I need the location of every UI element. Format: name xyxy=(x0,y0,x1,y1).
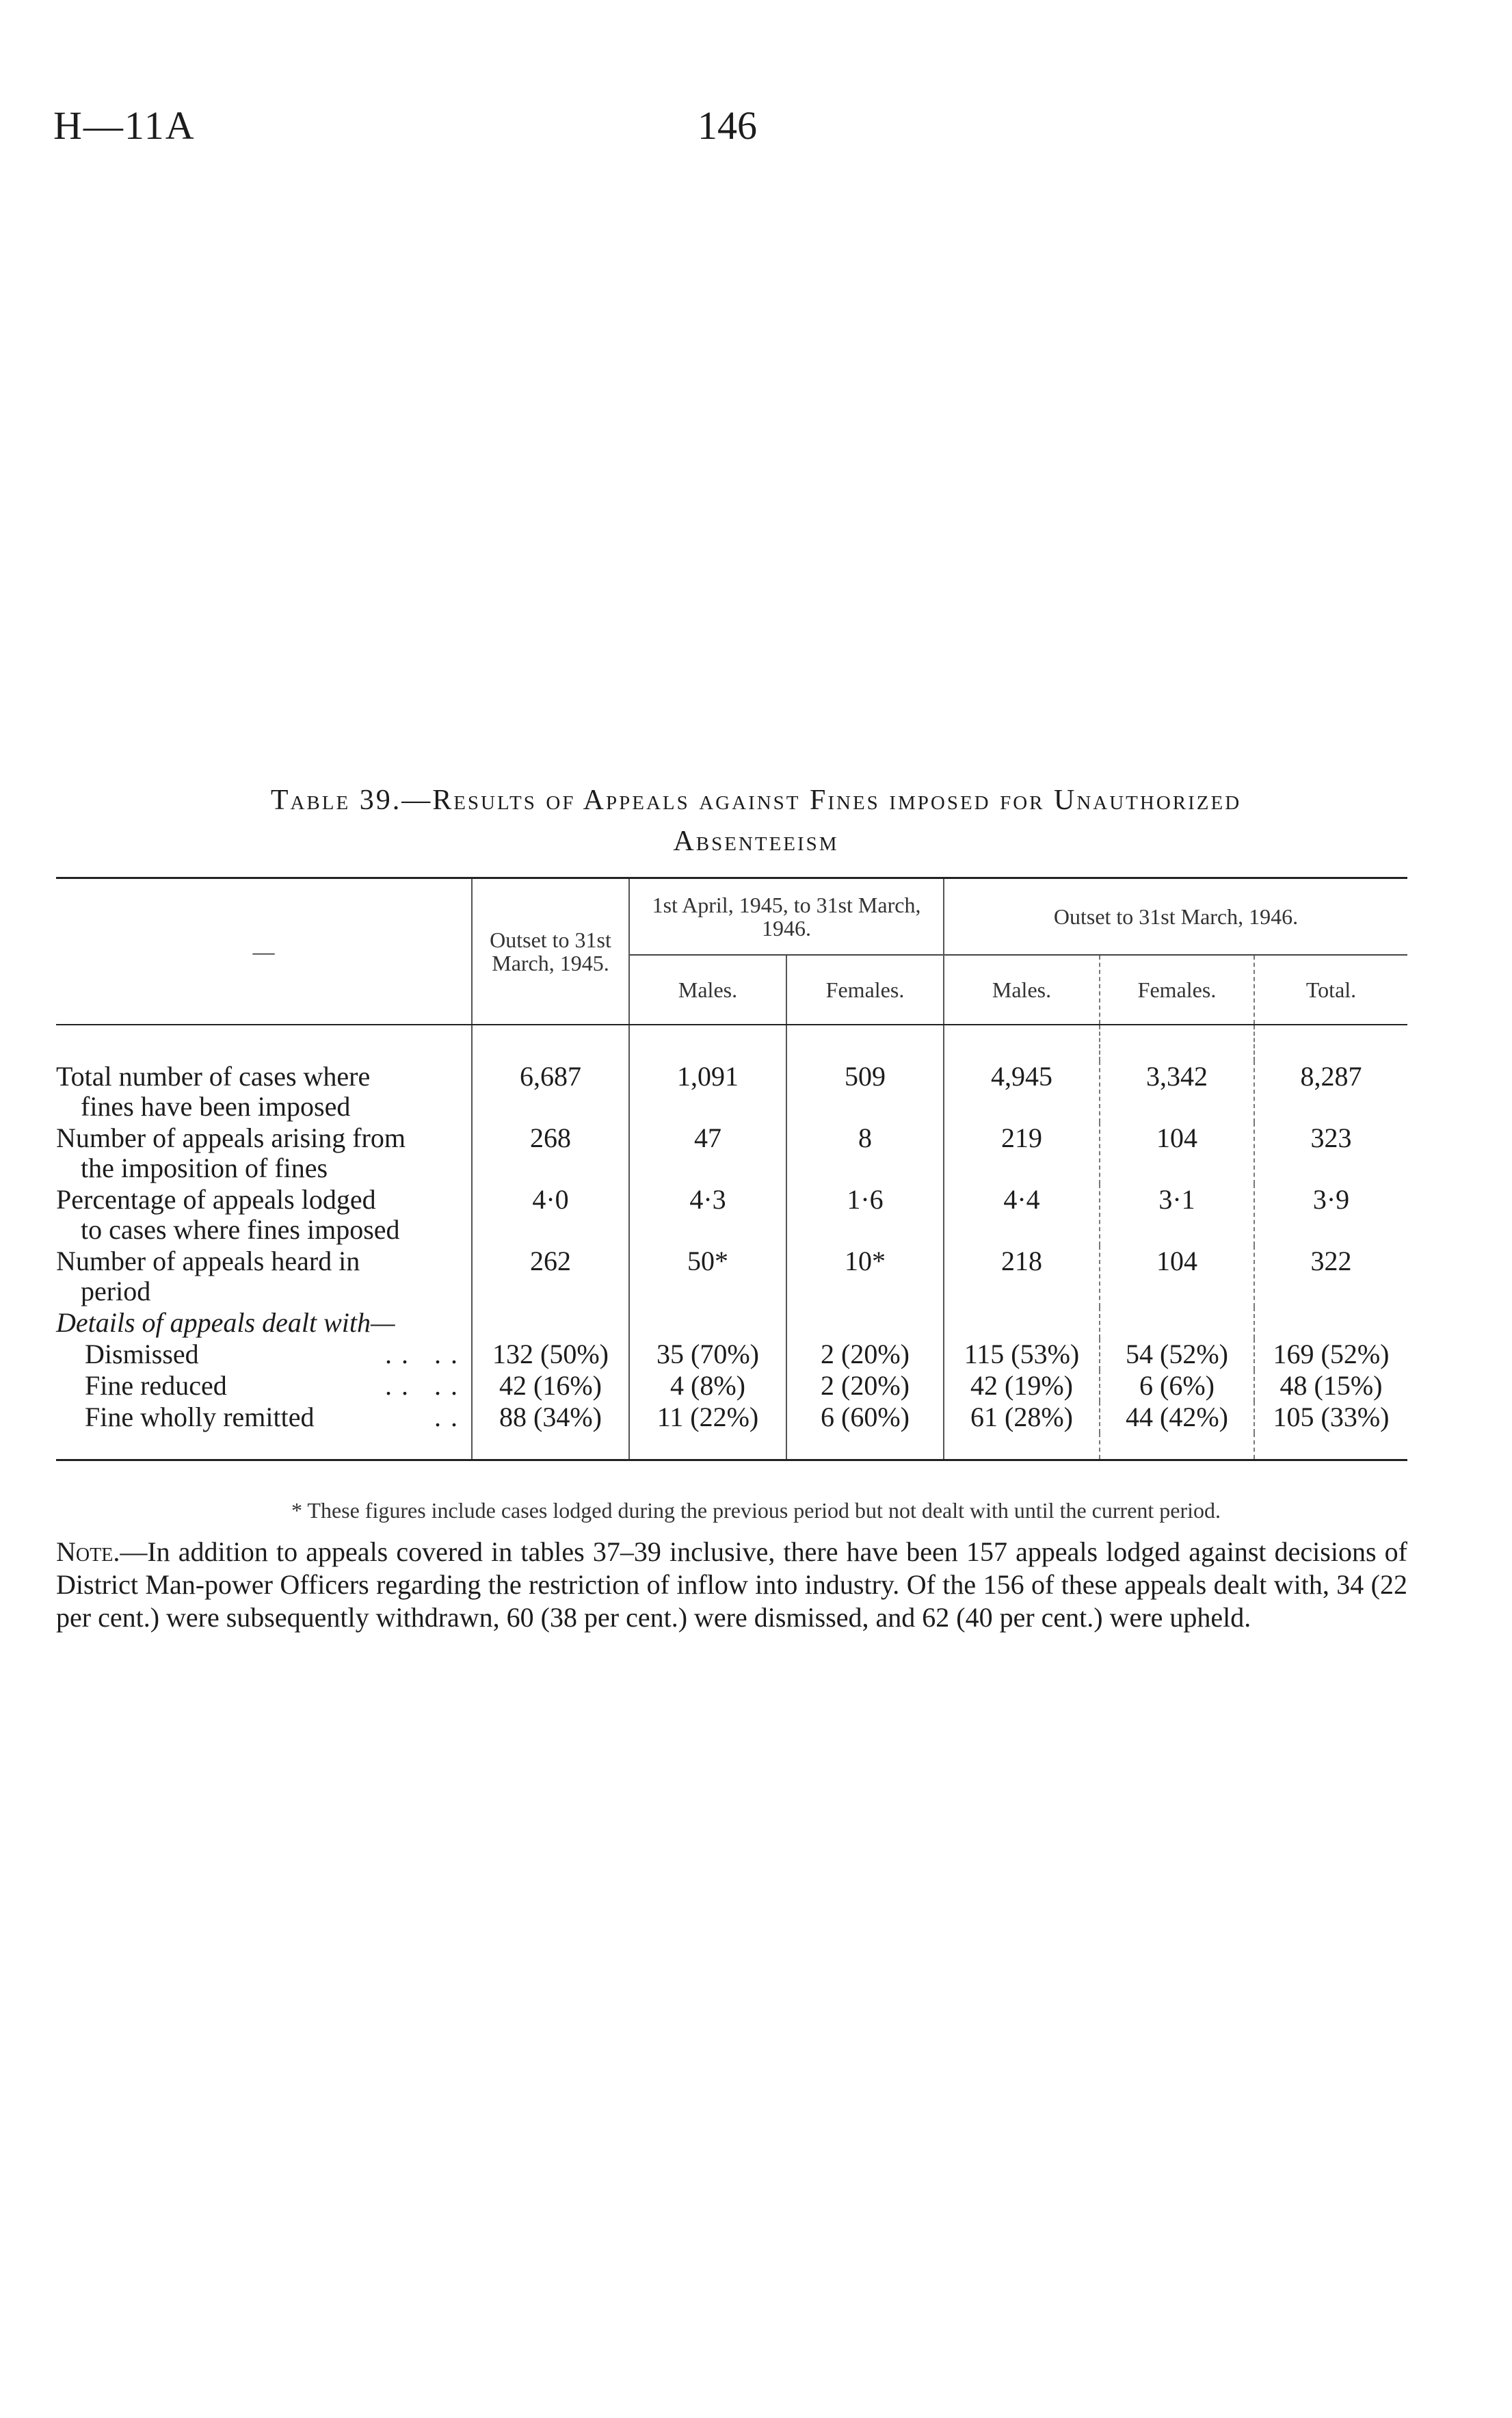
table-title xyxy=(0,780,1512,862)
cell-outset-males: 115 (53%) xyxy=(944,1339,1100,1370)
cell-period-males: 11 (22%) xyxy=(629,1402,786,1433)
cell-outset-males: 42 (19%) xyxy=(944,1370,1100,1402)
subheader-males-outset: Males. xyxy=(944,955,1100,1025)
details-heading: Details of appeals dealt with— xyxy=(56,1307,395,1338)
cell-outset-total: 322 xyxy=(1254,1246,1407,1307)
cell-period-males: 47 xyxy=(629,1122,786,1184)
page-header xyxy=(0,103,1512,157)
cell-outset-total: 3·9 xyxy=(1254,1184,1407,1246)
cell-outset-1945: 6,687 xyxy=(472,1061,629,1122)
cell-period-females: 1·6 xyxy=(786,1184,944,1246)
cell-outset-females: 54 (52%) xyxy=(1100,1339,1254,1370)
table-row xyxy=(56,1061,1407,1122)
cell-outset-males: 4·4 xyxy=(944,1184,1100,1246)
cell-outset-1945: 262 xyxy=(472,1246,629,1307)
cell-outset-1945: 4·0 xyxy=(472,1184,629,1246)
table-row xyxy=(56,1246,1407,1307)
row-label: Number of appeals arising from the imposition of fines xyxy=(56,1122,406,1183)
cell-period-females: 10* xyxy=(786,1246,944,1307)
table-title-line-2: Absenteeism xyxy=(673,826,839,857)
cell-outset-1945: 42 (16%) xyxy=(472,1370,629,1402)
cell-outset-total: 323 xyxy=(1254,1122,1407,1184)
cell-outset-total: 105 (33%) xyxy=(1254,1402,1407,1433)
cell-outset-females: 104 xyxy=(1100,1246,1254,1307)
row-label: Fine wholly remitted .. xyxy=(85,1402,467,1432)
cell-period-males: 4 (8%) xyxy=(629,1370,786,1402)
table-footnote: * These figures include cases lodged during the previous period but not dealt with until the current period. xyxy=(291,1498,1221,1523)
cell-period-females: 8 xyxy=(786,1122,944,1184)
row-label: Dismissed .. .. xyxy=(85,1339,467,1369)
note-text: —In addition to appeals covered in tables 37–39 inclusive, there have been 157 appeals lodged against decisions of District Man-power Officers regarding the restriction of inflow into industry. Of the 156 of these appeals dealt with, 34 (22 per cent.) were subsequently withdrawn, 60 (38 per cent.) were dismissed, and 62 (40 per cent.) were upheld. xyxy=(56,1536,1407,1633)
cell-outset-total: 169 (52%) xyxy=(1254,1339,1407,1370)
table-title-line-1: Table 39.—Results of Appeals against Fines imposed for Unauthorized xyxy=(270,785,1242,816)
table-row xyxy=(56,1402,1407,1433)
document-code: H—11A xyxy=(53,103,196,148)
table-row xyxy=(56,1122,1407,1184)
cell-outset-males: 218 xyxy=(944,1246,1100,1307)
cell-period-males: 4·3 xyxy=(629,1184,786,1246)
cell-outset-females: 3·1 xyxy=(1100,1184,1254,1246)
cell-outset-1945: 88 (34%) xyxy=(472,1402,629,1433)
cell-period-females: 6 (60%) xyxy=(786,1402,944,1433)
table-row xyxy=(56,1339,1407,1370)
cell-outset-1945: 132 (50%) xyxy=(472,1339,629,1370)
cell-outset-females: 6 (6%) xyxy=(1100,1370,1254,1402)
col-header-outset-1945: Outset to 31st March, 1945. xyxy=(472,878,629,1025)
subheader-males-period: Males. xyxy=(629,955,786,1025)
cell-outset-1945: 268 xyxy=(472,1122,629,1184)
cell-outset-total: 48 (15%) xyxy=(1254,1370,1407,1402)
cell-outset-females: 104 xyxy=(1100,1122,1254,1184)
stub-header: — xyxy=(56,878,472,1025)
group-header-outset-1946: Outset to 31st March, 1946. xyxy=(944,878,1407,956)
cell-outset-males: 4,945 xyxy=(944,1061,1100,1122)
cell-period-males: 35 (70%) xyxy=(629,1339,786,1370)
group-header-period: 1st April, 1945, to 31st March, 1946. xyxy=(629,878,944,956)
row-label: Percentage of appeals lodged to cases where fines imposed xyxy=(56,1184,400,1245)
cell-period-females: 2 (20%) xyxy=(786,1339,944,1370)
note-paragraph xyxy=(56,1536,1407,1634)
cell-outset-females: 3,342 xyxy=(1100,1061,1254,1122)
subheader-females-outset: Females. xyxy=(1100,955,1254,1025)
cell-outset-females: 44 (42%) xyxy=(1100,1402,1254,1433)
note-lead: Note. xyxy=(56,1536,120,1567)
cell-period-males: 1,091 xyxy=(629,1061,786,1122)
cell-outset-total: 8,287 xyxy=(1254,1061,1407,1122)
cell-period-males: 50* xyxy=(629,1246,786,1307)
cell-outset-males: 219 xyxy=(944,1122,1100,1184)
details-heading-row xyxy=(56,1307,1407,1339)
cell-outset-males: 61 (28%) xyxy=(944,1402,1100,1433)
cell-period-females: 509 xyxy=(786,1061,944,1122)
cell-period-females: 2 (20%) xyxy=(786,1370,944,1402)
row-label: Total number of cases where fines have been imposed xyxy=(56,1061,371,1122)
subheader-total-outset: Total. xyxy=(1254,955,1407,1025)
appeals-table xyxy=(56,877,1407,1461)
row-label: Fine reduced .. .. xyxy=(85,1370,467,1401)
table-row xyxy=(56,1184,1407,1246)
page-number: 146 xyxy=(698,103,757,148)
subheader-females-period: Females. xyxy=(786,955,944,1025)
table-row xyxy=(56,1370,1407,1402)
row-label: Number of appeals heard in period xyxy=(56,1246,360,1306)
